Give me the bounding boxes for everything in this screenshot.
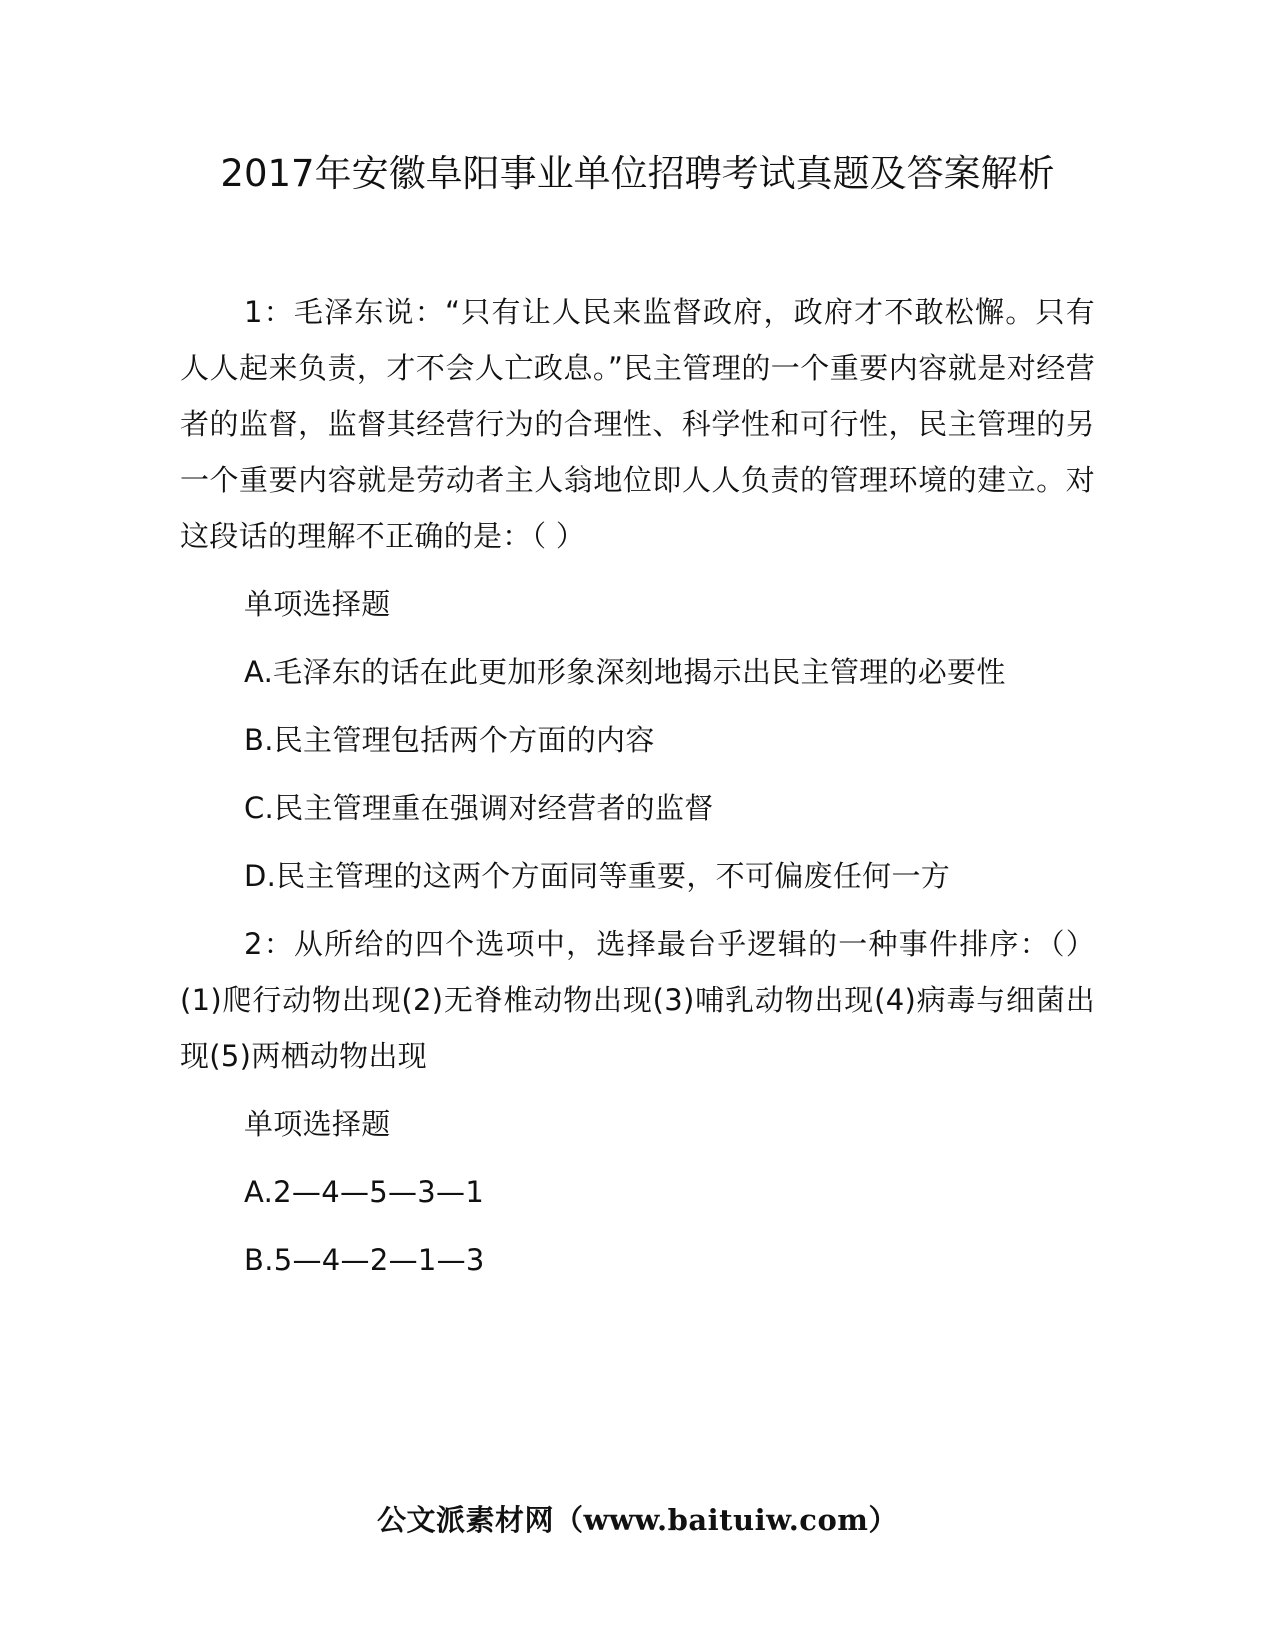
question-2-option-a: A.2—4—5—3—1 bbox=[244, 1175, 485, 1209]
page-footer: 公文派素材网（www.baituiw.com） bbox=[377, 1503, 898, 1537]
question-2-stem: 2：从所给的四个选项中，选择最台乎逻辑的一种事件排序：（）(1)爬行动物出现(2)无脊椎动物出现(3)哺乳动物出现(4)病毒与细菌出现(5)两栖动物出现 bbox=[180, 927, 1095, 1073]
question-1-option-a: A.毛泽东的话在此更加形象深刻地揭示出民主管理的必要性 bbox=[244, 655, 1006, 689]
question-2-type: 单项选择题 bbox=[244, 1107, 391, 1141]
question-1-option-c: C.民主管理重在强调对经营者的监督 bbox=[244, 791, 714, 825]
question-1-stem: 1：毛泽东说：“只有让人民来监督政府，政府才不敢松懈。只有人人起来负责，才不会人亡政息。”民主管理的一个重要内容就是对经营者的监督，监督其经营行为的合理性、科学性和可行性，民主管理的另一个重要内容就是劳动者主人翁地位即人人负责的管理环境的建立。对这段话的理解不正确的是：（ ） bbox=[180, 295, 1095, 553]
question-2-option-b: B.5—4—2—1—3 bbox=[244, 1243, 485, 1277]
question-1-option-b: B.民主管理包括两个方面的内容 bbox=[244, 723, 655, 757]
document-body bbox=[180, 284, 1095, 1300]
document-title: 2017年安徽阜阳事业单位招聘考试真题及答案解析 bbox=[220, 152, 1055, 195]
question-1-type: 单项选择题 bbox=[244, 587, 391, 621]
question-1-option-d: D.民主管理的这两个方面同等重要，不可偏废任何一方 bbox=[244, 859, 951, 893]
